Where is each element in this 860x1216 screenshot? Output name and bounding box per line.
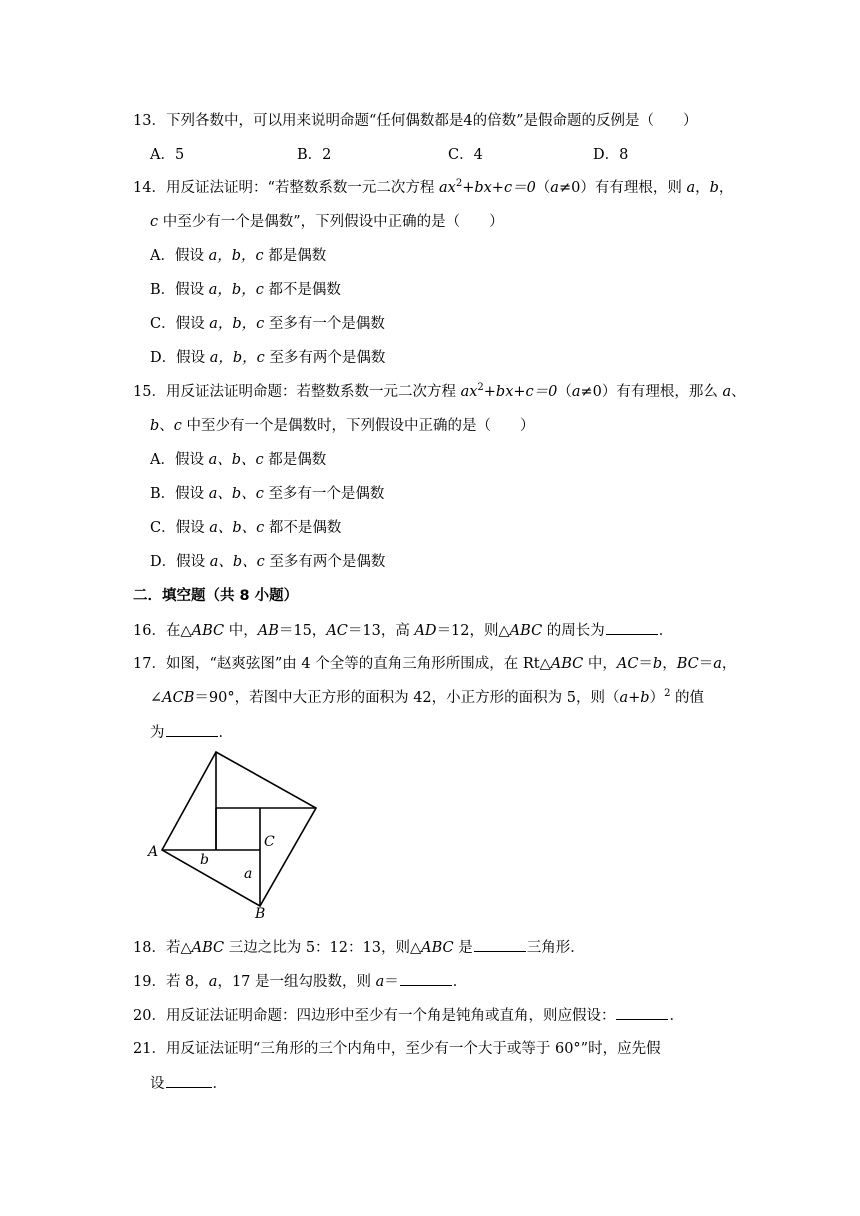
q15-option-a: A．假设 a、b、c 都是偶数 — [150, 452, 327, 468]
q15-option-c: C．假设 a、b、c 都不是偶数 — [150, 520, 342, 536]
q14-stem-line1: 14．用反证法证明：“若整数系数一元二次方程 $ax^2+bx+c=0(a\ne 0)$有有理根，则 a，b， — [133, 178, 734, 196]
label-b: b — [200, 852, 209, 868]
label-A: A — [148, 844, 159, 860]
q14-option-d: D．假设 a，b，c 至多有两个是偶数 — [150, 350, 386, 366]
q17-stem-line1: 17．如图，“赵爽弦图”由 4 个全等的直角三角形所围成，在 Rt△ABC 中，AC＝b，BC＝a， — [133, 656, 737, 672]
label-a: a — [244, 866, 253, 882]
zhao-shuang-chord-figure — [142, 744, 322, 920]
label-C: C — [264, 834, 275, 850]
figure-lines — [162, 752, 316, 906]
q13-option-b: B．2 — [297, 147, 332, 163]
q21-stem-line2: 设 ． — [150, 1073, 227, 1094]
q20-stem: 20．用反证法证明命题：四边形中至少有一个角是钝角或直角，则应假设： ． — [133, 1005, 684, 1026]
answer-blank — [166, 1073, 212, 1088]
q13-option-c: C．4 — [448, 147, 483, 163]
q17-stem-line2: ∠ACB＝90°，若图中大正方形的面积为 42，小正方形的面积为 5，则$(a+b)^2$ 的值 — [150, 688, 705, 706]
q13-stem: 13．下列各数中，可以用来说明命题“任何偶数都是4的倍数”是假命题的反例是（ ） — [133, 113, 698, 129]
q15-stem-line1: 15．用反证法证明命题：若整数系数一元二次方程 $ax^2+bx+c=0(a\ne 0)$有有理根，那么 a、 — [133, 382, 746, 400]
q19-stem: 19．若 8，a，17 是一组勾股数，则 a＝ ． — [133, 971, 467, 992]
answer-blank — [616, 1005, 668, 1020]
q14-option-a: A．假设 a，b，c 都是偶数 — [150, 248, 327, 264]
q17-stem-line3: 为 ． — [150, 722, 233, 743]
q18-stem: 18．若△ABC 三边之比为 5：12：13，则△ABC 是 三角形． — [133, 937, 585, 958]
answer-blank — [474, 937, 526, 952]
section-title-fill-in: 二．填空题（共 8 小题） — [133, 588, 299, 604]
q13-option-d: D．8 — [593, 147, 629, 163]
q14-option-b: B．假设 a，b，c 都不是偶数 — [150, 282, 341, 298]
q14-option-c: C．假设 a，b，c 至多有一个是偶数 — [150, 316, 385, 332]
q15-option-d: D．假设 a、b、c 至多有两个是偶数 — [150, 554, 386, 570]
answer-blank — [606, 620, 658, 635]
q15-option-b: B．假设 a、b、c 至多有一个是偶数 — [150, 486, 385, 502]
answer-blank — [166, 722, 218, 737]
q14-stem-line2: c 中至少有一个是偶数”，下列假设中正确的是（ ） — [150, 214, 504, 230]
q15-stem-line2: b、c 中至少有一个是偶数时，下列假设中正确的是（ ） — [150, 418, 535, 434]
q21-stem-line1: 21．用反证法证明“三角形的三个内角中，至少有一个大于或等于 60°”时，应先假 — [133, 1041, 661, 1057]
q16-stem: 16．在△ABC 中，AB＝15，AC＝13，高 AD＝12，则△ABC 的周长为 ． — [133, 620, 673, 641]
label-B: B — [255, 906, 266, 920]
outer-square — [162, 752, 316, 906]
answer-blank — [400, 971, 452, 986]
q13-option-a: A．5 — [150, 147, 185, 163]
